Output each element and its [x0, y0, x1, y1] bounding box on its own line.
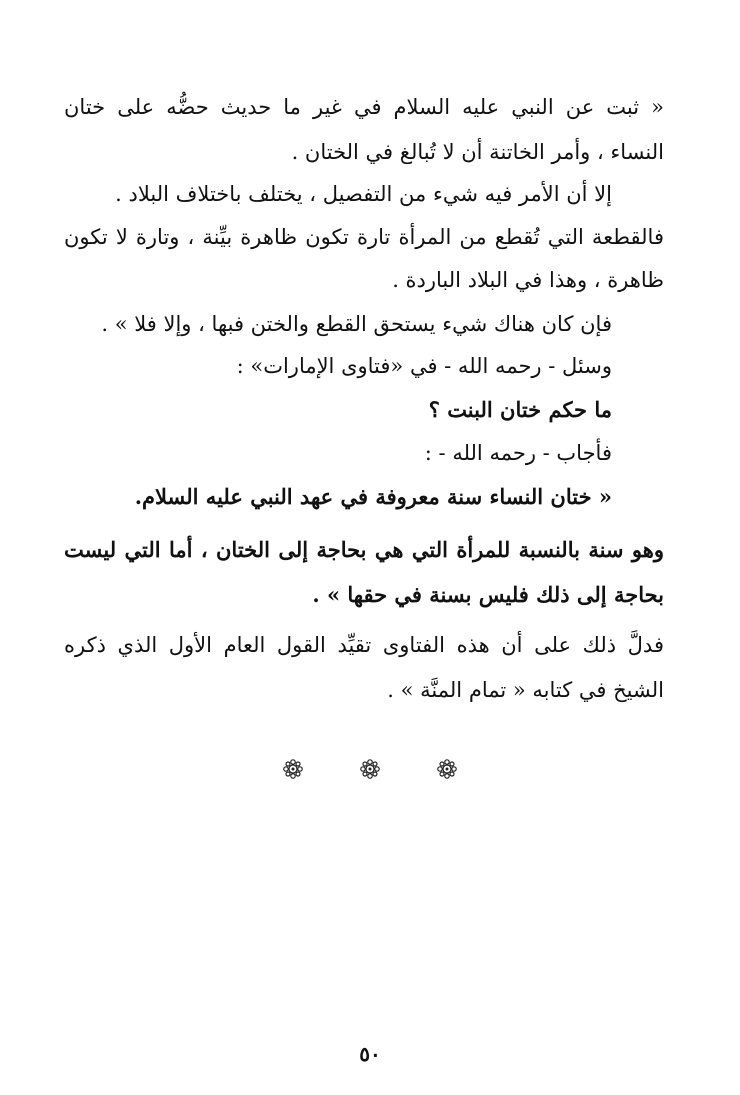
text-line: فالقطعة التي تُقطع من المرأة تارة تكون ظاهرة بيِّنة ، وتارة لا تكون — [64, 225, 664, 249]
flower-ornament-icon — [282, 758, 304, 780]
text-line: فإن كان هناك شيء يستحق القطع والختن فبها ، وإلا فلا » . — [101, 312, 612, 336]
text-line: ظاهرة ، وهذا في البلاد الباردة . — [392, 268, 664, 292]
flower-ornament-icon — [436, 758, 458, 780]
answer-line: وهو سنة بالنسبة للمرأة التي هي بحاجة إلى الختان ، أما التي ليست — [64, 537, 664, 562]
page-number: ٥٠ — [359, 1042, 381, 1066]
answer-line: « ختان النساء سنة معروفة في عهد النبي عليه السلام. — [134, 484, 612, 509]
text-line: النساء ، وأمر الخاتنة أن لا تُبالغ في الختان . — [291, 140, 664, 164]
flower-ornament-icon — [359, 758, 381, 780]
text-line: الشيخ في كتابه « تمام المنَّة » . — [387, 678, 664, 702]
question-heading: ما حكم ختان البنت ؟ — [428, 397, 612, 422]
text-line: إلا أن الأمر فيه شيء من التفصيل ، يختلف باختلاف البلاد . — [115, 182, 612, 206]
text-line: وسئل - رحمه الله - في «فتاوى الإمارات» : — [236, 354, 612, 378]
answer-line: بحاجة إلى ذلك فليس بسنة في حقها » . — [312, 582, 664, 607]
text-line: « ثبت عن النبي عليه السلام في غير ما حديث حضُّه على ختان — [64, 95, 664, 119]
section-separator — [0, 758, 740, 780]
text-line: فدلَّ ذلك على أن هذه الفتاوى تقيِّد القول العام الأول الذي ذكره — [64, 633, 664, 657]
text-line: فأجاب - رحمه الله - : — [424, 441, 612, 465]
